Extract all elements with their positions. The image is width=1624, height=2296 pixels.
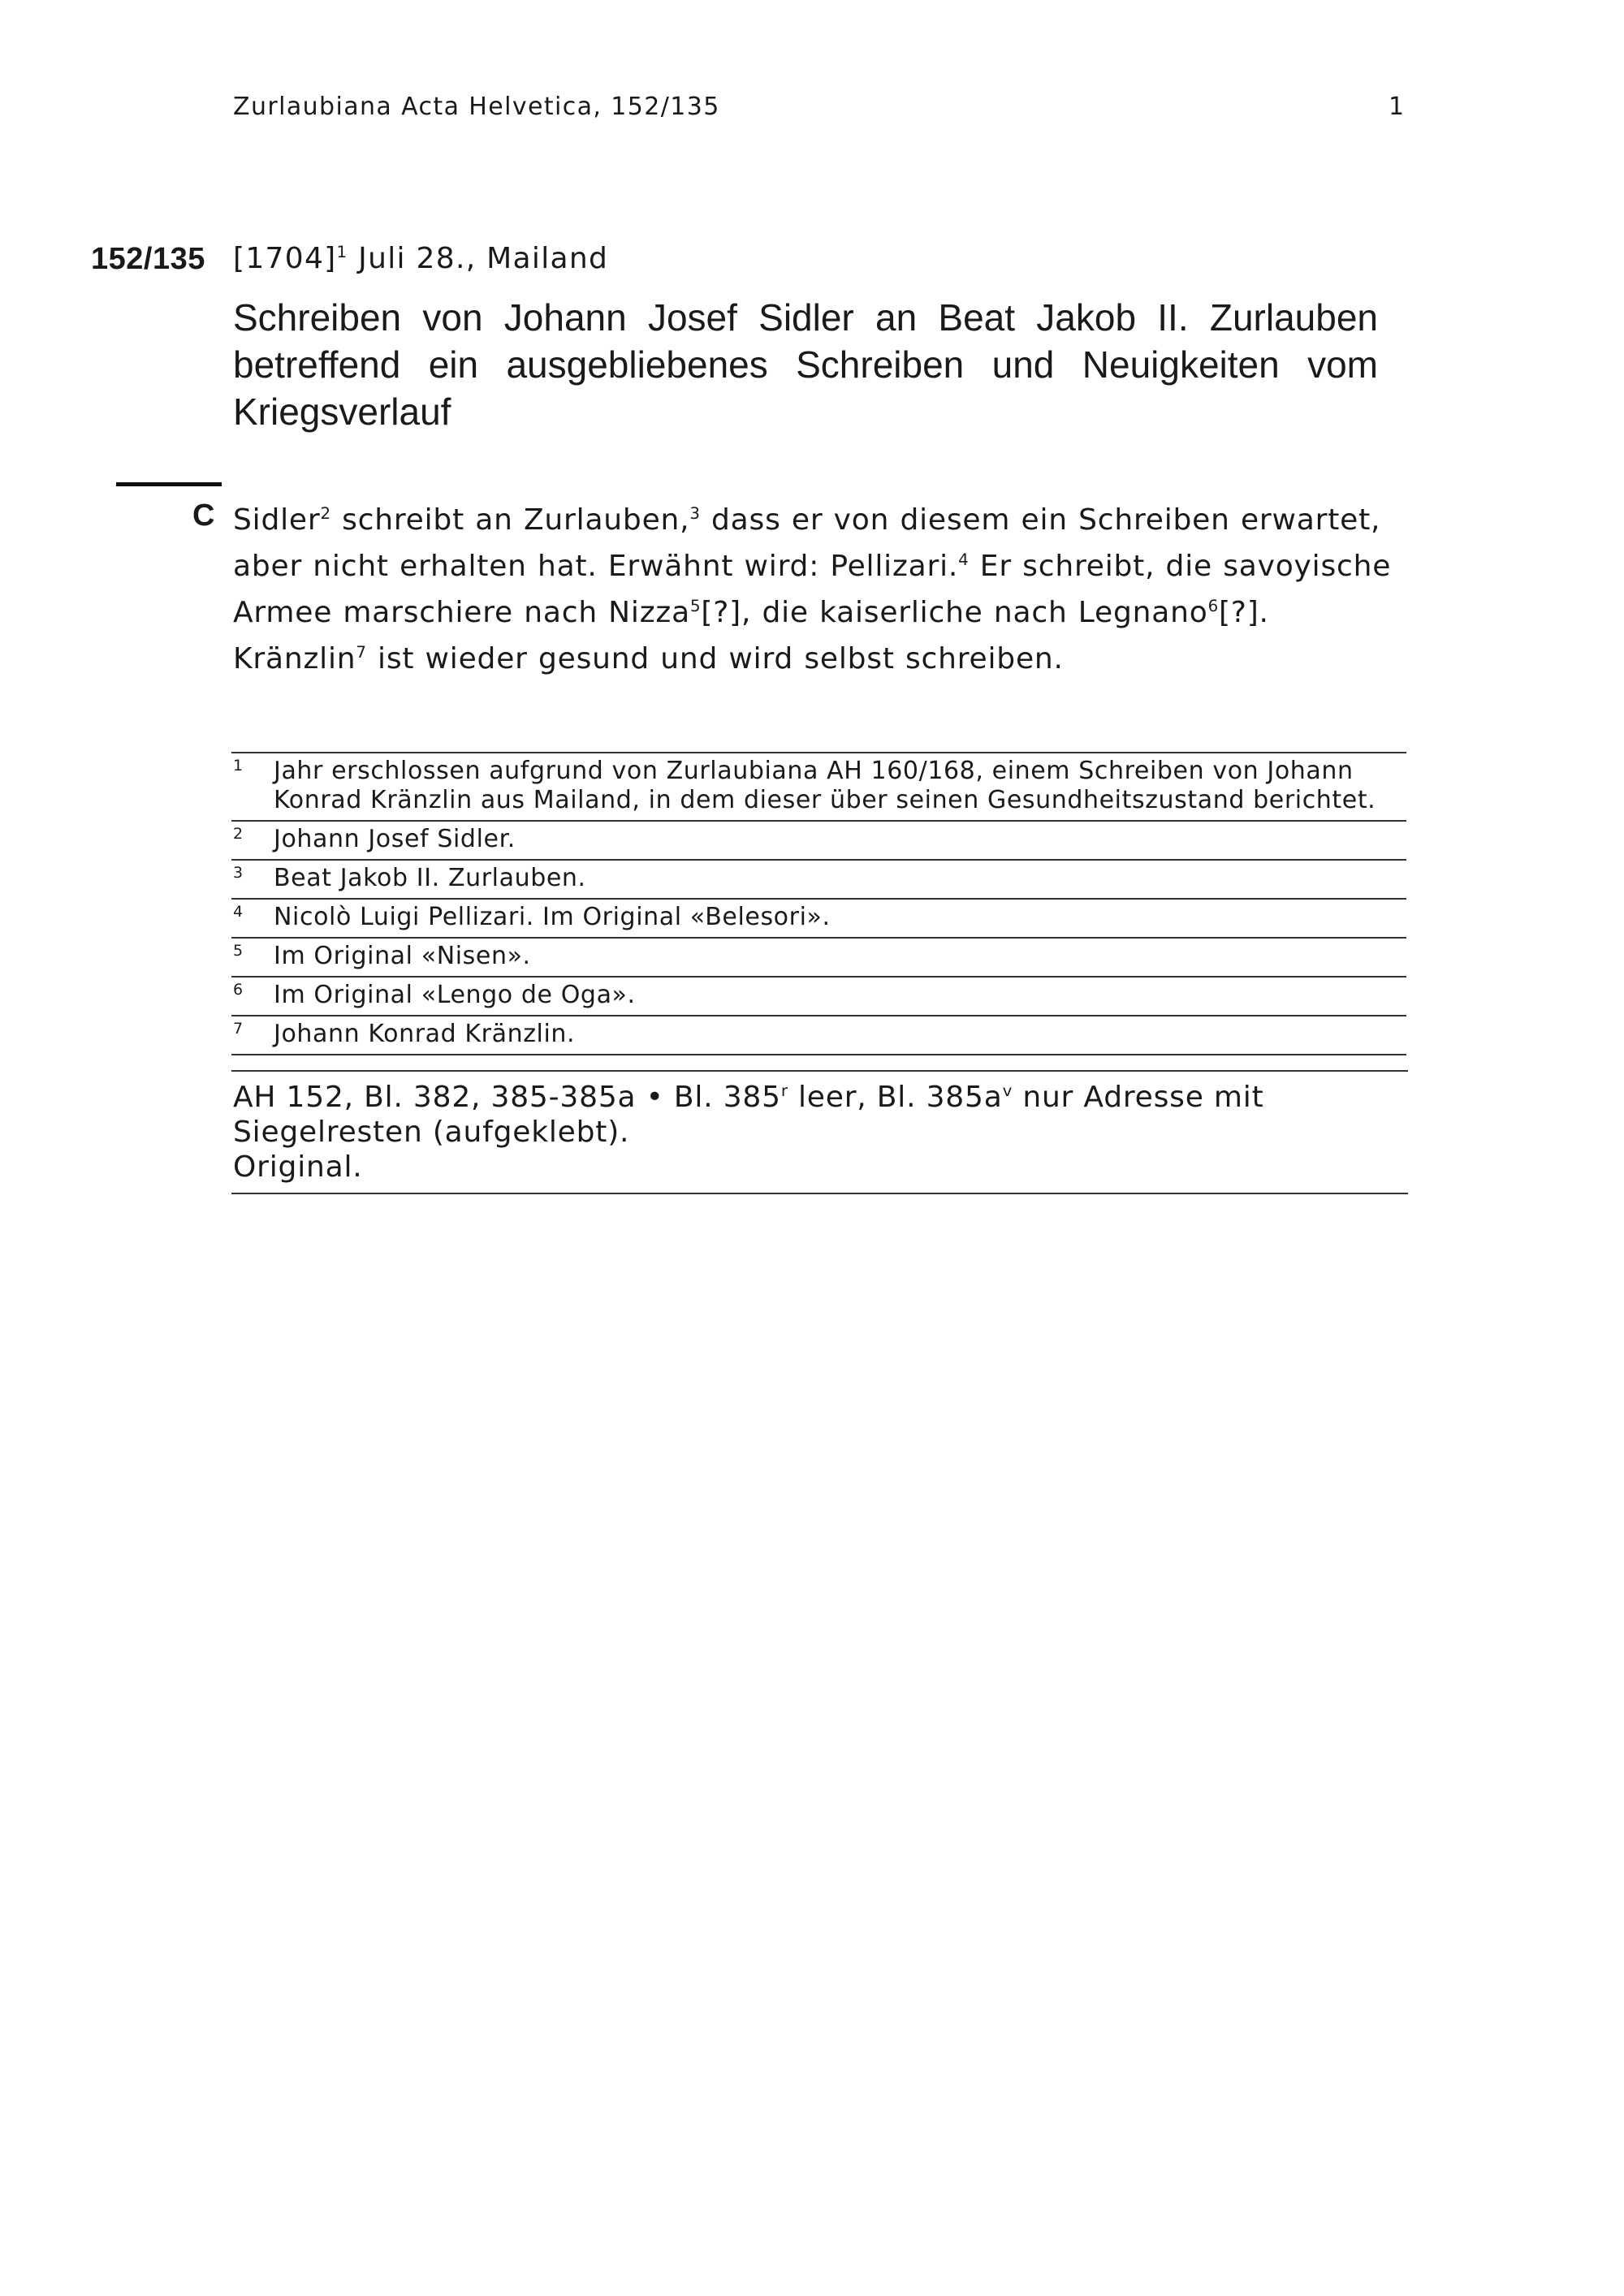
footnote-item [231, 822, 1406, 861]
abstract-text: schreibt an Zurlauben, [330, 503, 690, 537]
footnote-item [231, 1016, 1406, 1055]
entry-title: Schreiben von Johann Josef Sidler an Beat Jakob II. Zurlauben betreffend ein ausgebliebenes Schreiben und Neuigkeiten vom Kriegsverlauf [233, 296, 1378, 433]
source-text: nur Adresse mit Siegelresten (aufgeklebt). [233, 1081, 1264, 1149]
footnote-ref[interactable]: 4 [958, 550, 970, 569]
footnote-text: Johann Konrad Kränzlin. [274, 1020, 576, 1048]
footnote-item [231, 861, 1406, 900]
entry-number: 152/135 [91, 242, 205, 276]
footnote-item [231, 939, 1406, 978]
footnote-item [231, 978, 1406, 1016]
running-header: Zurlaubiana Acta Helvetica, 152/135 [233, 93, 720, 121]
folio-side: r [780, 1081, 788, 1100]
source-type: Original. [233, 1150, 363, 1184]
abstract-text: Sidler [233, 503, 321, 537]
folio-side: v [1002, 1081, 1013, 1100]
abstract-text: [?], die kaiserliche nach Legnano [701, 596, 1208, 629]
source-line [233, 1080, 1408, 1150]
footnote-number: 2 [233, 825, 244, 843]
date-year: [1704] [233, 242, 337, 275]
footnote-ref[interactable]: 1 [336, 243, 348, 261]
footnote-list [231, 752, 1406, 1055]
entry-date [233, 242, 608, 275]
footnote-ref[interactable]: 2 [320, 504, 331, 523]
footnote-text: Nicolò Luigi Pellizari. Im Original «Belesori». [274, 903, 831, 931]
footnote-text: Im Original «Lengo de Oga». [274, 981, 636, 1009]
abstract-text: dass er von diesem ein Schreiben erwartet, aber nicht erhalten hat. Erwähnt wird: Pellizari. [233, 503, 1381, 583]
footnote-ref[interactable]: 7 [356, 643, 367, 662]
source-text: leer, Bl. 385a [788, 1081, 1003, 1114]
footnote-ref[interactable]: 5 [689, 597, 702, 615]
source-text: AH 152, Bl. 382, 385-385a • Bl. 385 [233, 1081, 781, 1114]
footnote-text: Im Original «Nisen». [274, 942, 531, 970]
source-description [231, 1070, 1408, 1194]
footnote-number: 1 [233, 757, 244, 775]
section-marker: C [192, 498, 215, 533]
footnote-item [231, 900, 1406, 939]
footnote-number: 3 [233, 864, 244, 882]
abstract-text: ist wieder gesund und wird selbst schreiben. [366, 642, 1064, 675]
date-place: Juli 28., Mailand [358, 242, 609, 275]
footnote-ref[interactable]: 3 [689, 504, 701, 523]
footnote-number: 7 [233, 1020, 244, 1038]
footnote-item [231, 753, 1406, 822]
footnote-text: Jahr erschlossen aufgrund von Zurlaubiana AH 160/168, einem Schreiben von Johann Konrad Kränzlin aus Mailand, in dem dieser über seinen Gesundheitszustand berichtet. [274, 757, 1376, 814]
footnote-text: Beat Jakob II. Zurlauben. [274, 864, 586, 892]
abstract-paragraph [233, 497, 1394, 682]
section-rule [116, 482, 222, 486]
abstract-text: [?]. Kränzlin [233, 596, 1269, 675]
abstract [233, 497, 1394, 682]
footnote-number: 4 [233, 903, 244, 921]
footnote-ref[interactable]: 6 [1207, 597, 1219, 615]
abstract-text: Er schreibt, die savoyische Armee marschiere nach Nizza [233, 550, 1392, 629]
footnote-text: Johann Josef Sidler. [274, 825, 516, 853]
footnote-number: 6 [233, 981, 244, 999]
footnote-number: 5 [233, 942, 244, 960]
page-number: 1 [1389, 93, 1405, 121]
